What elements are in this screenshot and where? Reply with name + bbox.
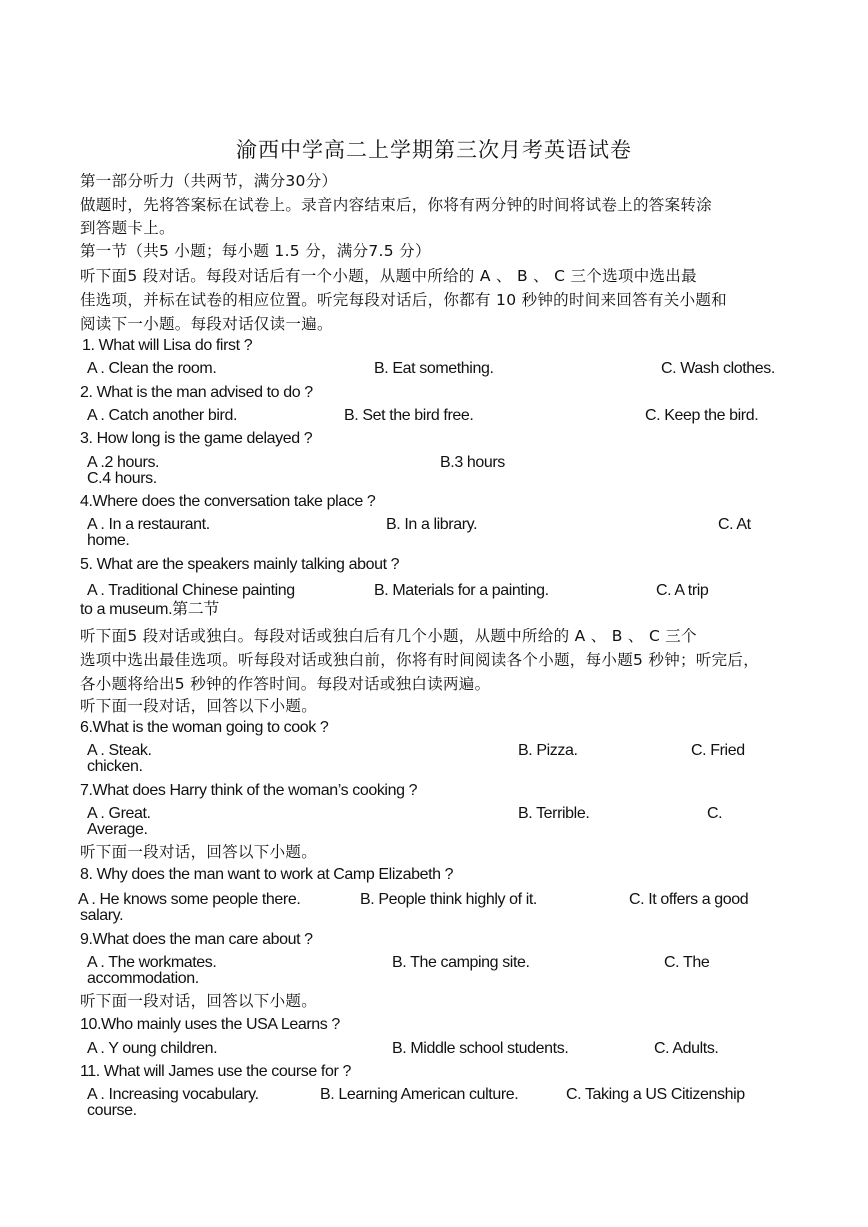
q1-option-a: A . Clean the room.: [87, 360, 217, 377]
q7-option-b: B. Terrible.: [518, 805, 590, 822]
q4-option-a: A . In a restaurant.: [87, 516, 210, 533]
section2-instr-line1: 听下面5 段对话或独白。每段对话或独白后有几个小题，从题中所给的 A 、 B 、 C 三个: [80, 627, 697, 645]
dialog-note-3: 听下面一段对话，回答以下小题。: [80, 992, 318, 1010]
section1-heading: 第一节（共5 小题；每小题 1.5 分，满分7.5 分）: [80, 242, 431, 260]
q4-option-b: B. In a library.: [386, 516, 478, 533]
q2-option-b: B. Set the bird free.: [344, 407, 474, 424]
q4-option-c: C. At: [718, 516, 751, 533]
question-11: 11. What will James use the course for ?: [80, 1063, 351, 1080]
q3-option-b: B.3 hours: [440, 454, 505, 471]
question-4: 4.Where does the conversation take place ?: [80, 493, 376, 510]
q5-option-b: B. Materials for a painting.: [374, 582, 549, 599]
q10-option-b: B. Middle school students.: [392, 1040, 569, 1057]
q6-option-b: B. Pizza.: [518, 742, 578, 759]
part1-intro-line2: 到答题卡上。: [80, 219, 175, 237]
q5-option-a: A . Traditional Chinese painting: [87, 582, 295, 599]
q5-option-c: C. A trip: [656, 582, 709, 599]
question-3: 3. How long is the game delayed ?: [80, 430, 313, 447]
question-10: 10.Who mainly uses the USA Learns ?: [80, 1016, 340, 1033]
section1-instr-line3: 阅读下一小题。每段对话仅读一遍。: [80, 315, 333, 333]
q10-option-a: A . Y oung children.: [87, 1040, 218, 1057]
question-6: 6.What is the woman going to cook ?: [80, 719, 329, 736]
q1-option-c: C. Wash clothes.: [661, 360, 775, 377]
q8-option-c: C. It offers a good: [629, 891, 749, 908]
q6-option-a: A . Steak.: [87, 742, 152, 759]
section1-instr-line1: 听下面5 段对话。每段对话后有一个小题，从题中所给的 A 、 B 、 C 三个选项中选出最: [80, 267, 697, 285]
part1-intro-line1: 做题时，先将答案标在试卷上。录音内容结束后，你将有两分钟的时间将试卷上的答案转涂: [80, 196, 713, 214]
question-8: 8. Why does the man want to work at Camp Elizabeth ?: [80, 866, 454, 883]
q8-option-a: A . He knows some people there.: [78, 891, 301, 908]
q9-option-b: B. The camping site.: [392, 954, 530, 971]
q11-option-c: C. Taking a US Citizenship: [566, 1086, 745, 1103]
q5-option-c-cont: to a museum.第二节: [80, 601, 219, 618]
q7-option-c: C.: [707, 805, 723, 822]
question-1: 1. What will Lisa do first ?: [82, 337, 253, 354]
q6-option-c: C. Fried: [691, 742, 745, 759]
question-5: 5. What are the speakers mainly talking about ?: [80, 556, 400, 573]
q11-option-a: A . Increasing vocabulary.: [87, 1086, 259, 1103]
dialog-note-2: 听下面一段对话，回答以下小题。: [80, 843, 318, 861]
question-9: 9.What does the man care about ?: [80, 931, 313, 948]
q11-option-b: B. Learning American culture.: [320, 1086, 519, 1103]
q3-option-c: C.4 hours.: [87, 470, 157, 487]
q3-option-a: A .2 hours.: [87, 454, 160, 471]
q1-option-b: B. Eat something.: [374, 360, 494, 377]
part1-heading: 第一部分听力（共两节，满分30分）: [80, 172, 338, 190]
q2-option-c: C. Keep the bird.: [645, 407, 759, 424]
q2-option-a: A . Catch another bird.: [87, 407, 238, 424]
section2-instr-line3: 各小题将给出5 秒钟的作答时间。每段对话或独白读两遍。: [80, 675, 491, 693]
q7-option-a: A . Great.: [87, 805, 151, 822]
q4-option-c-cont: home.: [87, 532, 130, 549]
q10-option-c: C. Adults.: [654, 1040, 719, 1057]
section2-instr-line2: 选项中选出最佳选项。听每段对话或独白前，你将有时间阅读各个小题，每小题5 秒钟；听完后，: [80, 651, 759, 669]
q6-option-c-cont: chicken.: [87, 758, 143, 775]
question-2: 2. What is the man advised to do ?: [80, 384, 313, 401]
q9-option-a: A . The workmates.: [87, 954, 217, 971]
dialog-note-1: 听下面一段对话，回答以下小题。: [80, 697, 318, 715]
section1-instr-line2: 佳选项，并标在试卷的相应位置。听完每段对话后，你都有 10 秒钟的时间来回答有关小题和: [80, 291, 727, 309]
exam-title: 渝西中学高二上学期第三次月考英语试卷: [236, 138, 632, 162]
q8-option-c-cont: salary.: [80, 907, 124, 924]
q8-option-b: B. People think highly of it.: [360, 891, 537, 908]
question-7: 7.What does Harry think of the woman’s cooking ?: [80, 782, 418, 799]
q7-option-c-cont: Average.: [87, 821, 148, 838]
q9-option-c: C. The: [664, 954, 710, 971]
q9-option-c-cont: accommodation.: [87, 970, 199, 987]
q11-option-c-cont: course.: [87, 1102, 137, 1119]
